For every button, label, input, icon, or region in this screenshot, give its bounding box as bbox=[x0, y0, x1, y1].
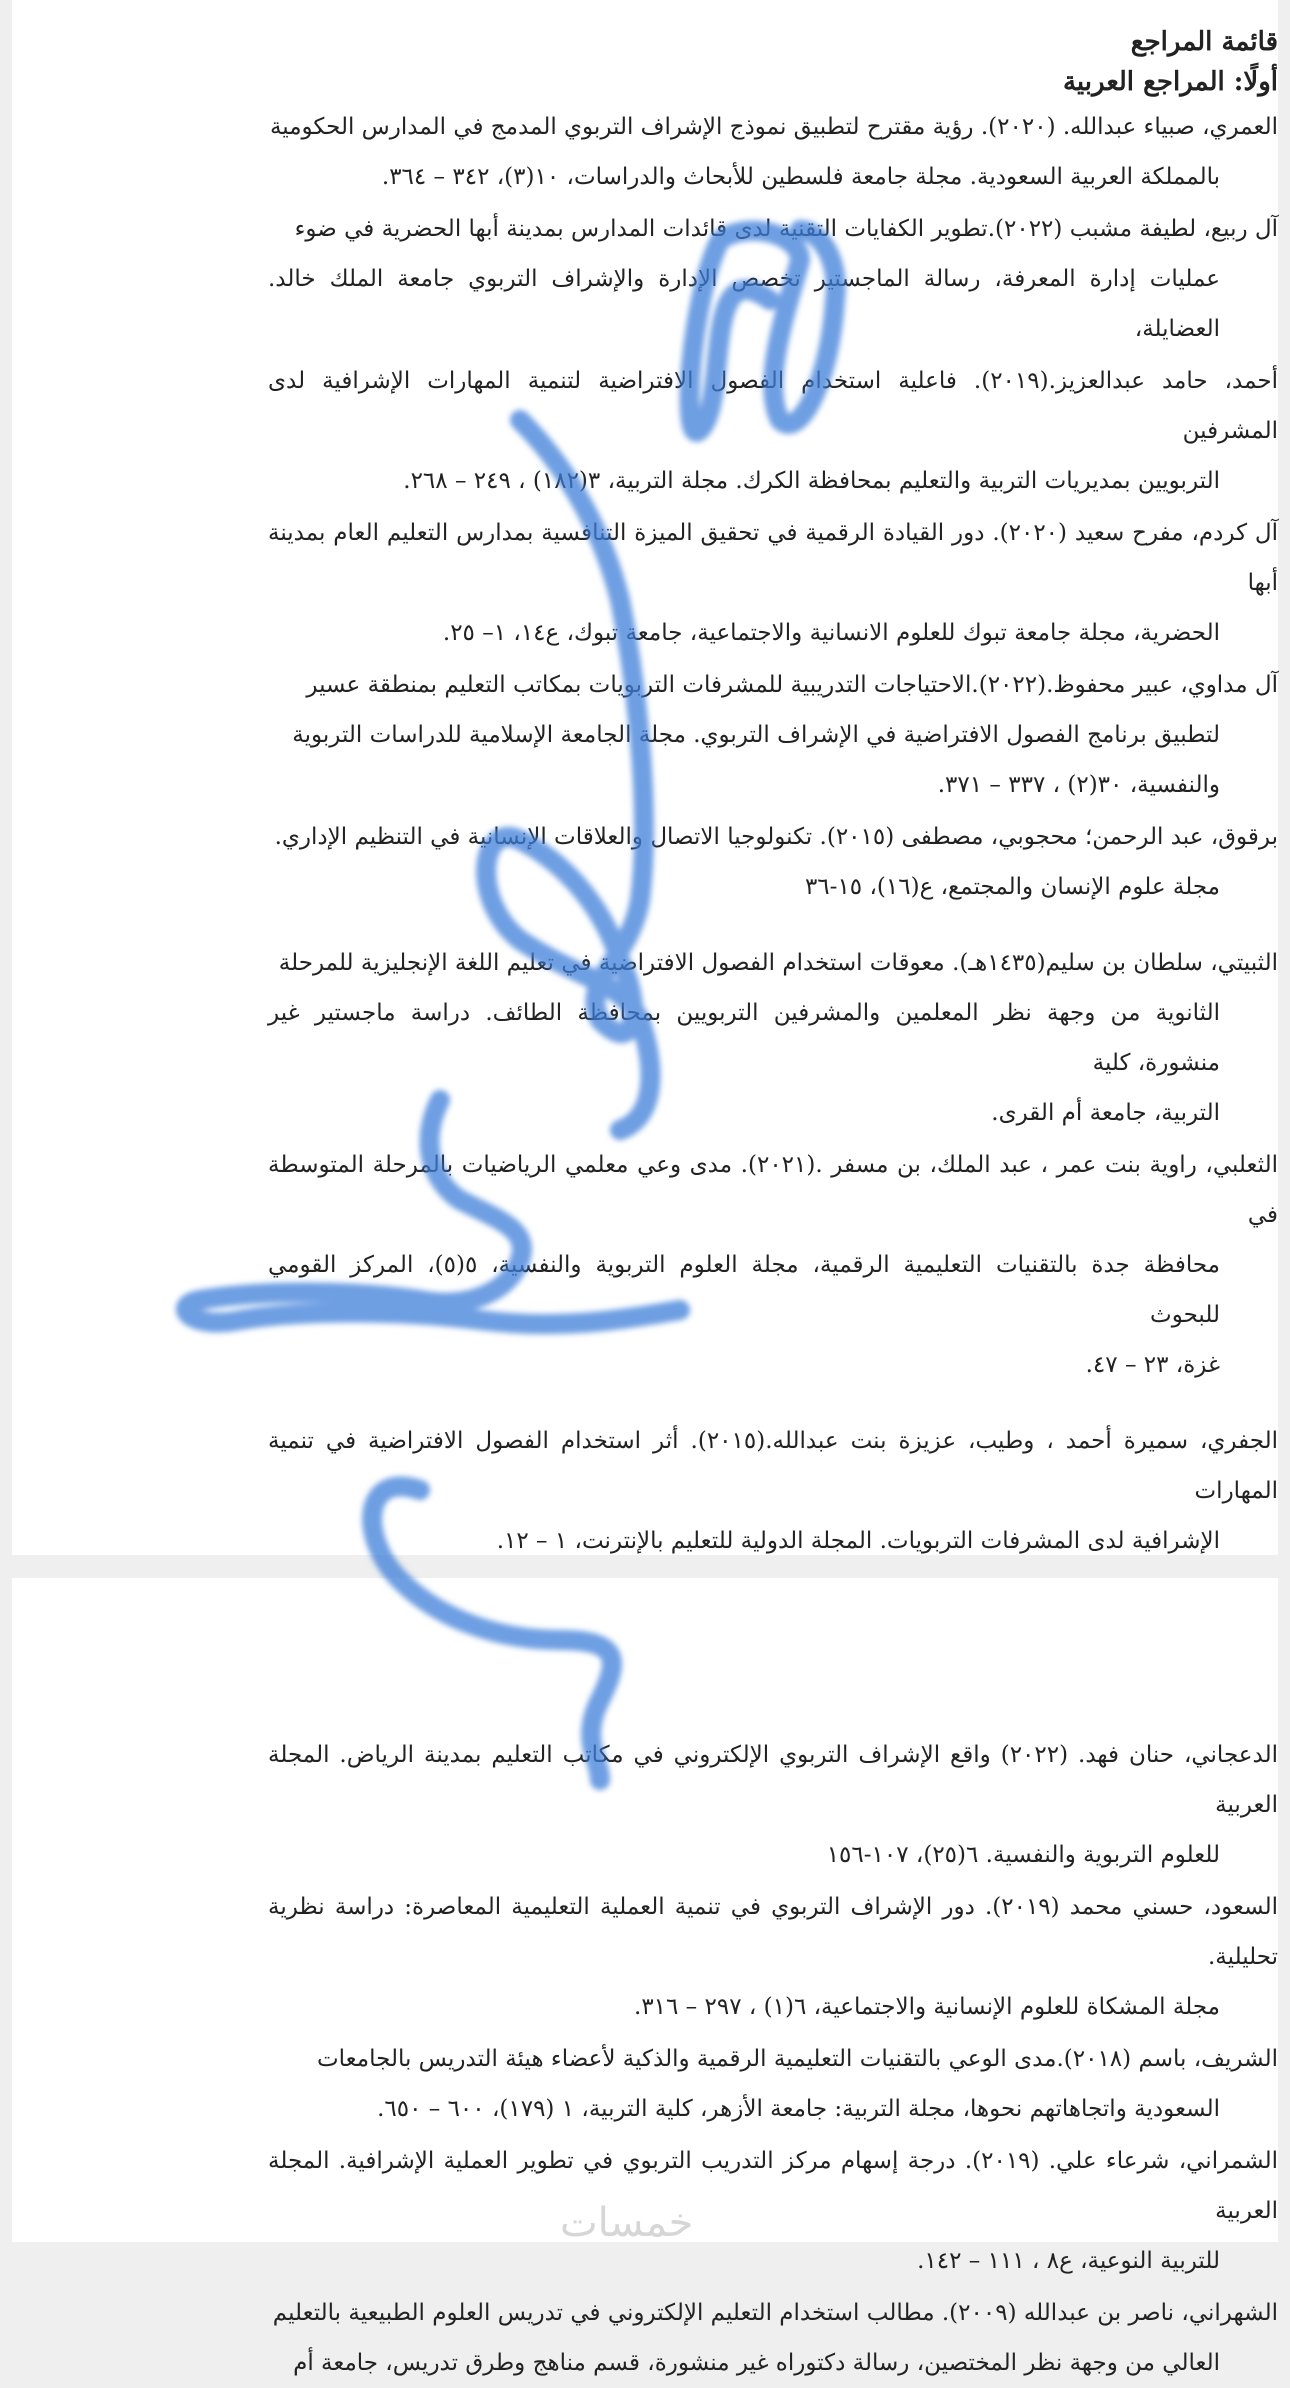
reference-entry bbox=[268, 204, 1278, 354]
reference-entry bbox=[268, 1730, 1278, 1880]
spacer bbox=[268, 1392, 1278, 1416]
spacer bbox=[268, 914, 1278, 938]
reference-line: آل ربيع، لطيفة مشبب (٢٠٢٢).تطوير الكفايات التقنية لدى قائدات المدارس بمدينة أبها الحضرية في ضوء bbox=[294, 216, 1278, 242]
document-page-1 bbox=[12, 0, 1278, 1555]
page-2-content bbox=[268, 1578, 1278, 2388]
reference-line: الثعلبي، راوية بنت عمر ، عبد الملك، بن مسفر .(٢٠٢١). مدى وعي معلمي الرياضيات بالمرحلة المتوسطة في bbox=[268, 1152, 1278, 1228]
watermark: خمسات bbox=[560, 2200, 694, 2246]
arabic-references-subtitle: أولًا: المراجع العربية bbox=[1062, 67, 1278, 97]
reference-entry bbox=[268, 938, 1278, 1138]
reference-continuation: السعودية واتجاهاتهم نحوها، مجلة التربية: جامعة الأزهر، كلية التربية، ١ (١٧٩)، ٦٠٠ – ٦٥٠. bbox=[377, 2096, 1220, 2122]
reference-entry bbox=[268, 2034, 1278, 2134]
reference-entry bbox=[268, 2288, 1278, 2388]
page-1-content bbox=[268, 0, 1278, 1722]
reference-entry bbox=[268, 812, 1278, 912]
reference-continuation: بالمملكة العربية السعودية. مجلة جامعة فلسطين للأبحاث والدراسات، ١٠(٣)، ٣٤٢ – ٣٦٤. bbox=[381, 164, 1220, 190]
reference-continuation: والنفسية، ٣٠(٢) ، ٣٣٧ – ٣٧١. bbox=[937, 772, 1220, 798]
reference-continuation: للتربية النوعية، ع٨ ، ١١١ – ١٤٢. bbox=[917, 2248, 1220, 2274]
reference-continuation: التربية، جامعة أم القرى. bbox=[991, 1100, 1220, 1126]
reference-continuation: الثانوية من وجهة نظر المعلمين والمشرفين التربويين بمحافظة الطائف. دراسة ماجستير غير منشورة، كلية bbox=[268, 1000, 1220, 1076]
reference-continuation: الحضرية، مجلة جامعة تبوك للعلوم الانسانية والاجتماعية، جامعة تبوك، ع١٤، ١– ٢٥. bbox=[442, 620, 1220, 646]
reference-line: الثبيتي، سلطان بن سليم(١٤٣٥هـ). معوقات استخدام الفصول الافتراضية في تعليم اللغة الإنجليزية للمرحلة bbox=[278, 950, 1278, 976]
reference-continuation: غزة، ٢٣ – ٤٧. bbox=[1085, 1352, 1220, 1378]
reference-line: الدعجاني، حنان فهد. (٢٠٢٢) واقع الإشراف التربوي الإلكتروني في مكاتب التعليم بمدينة الرياض. المجلة العربية bbox=[268, 1742, 1278, 1818]
references-title: قائمة المراجع bbox=[1130, 27, 1278, 57]
reference-line: الجفري، سميرة أحمد ، وطيب، عزيزة بنت عبدالله.(٢٠١٥). أثر استخدام الفصول الافتراضية في تنمية المهارات bbox=[268, 1428, 1278, 1504]
reference-entry bbox=[268, 1416, 1278, 1566]
reference-continuation: مجلة علوم الإنسان والمجتمع، ع(١٦)، ١٥-٣٦ bbox=[804, 874, 1220, 900]
reference-entry bbox=[268, 508, 1278, 658]
reference-entry bbox=[268, 2136, 1278, 2286]
reference-entry bbox=[268, 102, 1278, 202]
reference-continuation: لتطبيق برنامج الفصول الافتراضية في الإشراف التربوي. مجلة الجامعة الإسلامية للدراسات التربوية bbox=[292, 722, 1220, 748]
reference-line: العمري، صبياء عبدالله. (٢٠٢٠). رؤية مقترح لتطبيق نموذج الإشراف التربوي المدمج في المدارس الحكومية bbox=[269, 114, 1278, 140]
reference-entry bbox=[268, 356, 1278, 506]
reference-continuation: محافظة جدة بالتقنيات التعليمية الرقمية، مجلة العلوم التربوية والنفسية، ٥(٥)، المركز القومي للبحوث bbox=[268, 1252, 1221, 1328]
reference-line: الشهراني، ناصر بن عبدالله (٢٠٠٩). مطالب استخدام التعليم الإلكتروني في تدريس العلوم الطبيعية بالتعليم bbox=[272, 2300, 1278, 2326]
reference-entry bbox=[268, 660, 1278, 810]
reference-continuation: التربويين بمديريات التربية والتعليم بمحافظة الكرك. مجلة التربية، ٣(١٨٢) ، ٢٤٩ – ٢٦٨. bbox=[403, 468, 1220, 494]
reference-continuation: الإشرافية لدى المشرفات التربويات. المجلة الدولية للتعليم بالإنترنت، ١ – ١٢. bbox=[496, 1528, 1220, 1554]
reference-entry bbox=[268, 1882, 1278, 2032]
reference-line: السعود، حسني محمد (٢٠١٩). دور الإشراف التربوي في تنمية العملية التعليمية المعاصرة: دراسة نظرية تحليلية. bbox=[268, 1894, 1278, 1970]
reference-continuation: مجلة المشكاة للعلوم الإنسانية والاجتماعية، ٦(١) ، ٢٩٧ – ٣١٦. bbox=[634, 1994, 1220, 2020]
reference-continuation: العالي من وجهة نظر المختصين، رسالة دكتوراه غير منشورة، قسم مناهج وطرق تدريس، جامعة أم bbox=[293, 2350, 1220, 2376]
reference-continuation: للعلوم التربوية والنفسية. ٦(٢٥)، ١٠٧-١٥٦ bbox=[826, 1842, 1220, 1868]
reference-line: الشريف، باسم (٢٠١٨).مدى الوعي بالتقنيات التعليمية الرقمية والذكية لأعضاء هيئة التدريس بالجامعات bbox=[317, 2046, 1278, 2072]
reference-line: برقوق، عبد الرحمن؛ محجوبي، مصطفى (٢٠١٥). تكنولوجيا الاتصال والعلاقات الإنسانية في التنظيم الإداري. bbox=[274, 824, 1278, 850]
document-page-2 bbox=[12, 1578, 1278, 2376]
reference-continuation: عمليات إدارة المعرفة، رسالة الماجستير تخصص الإدارة والإشراف التربوي جامعة الملك خالد. العضايلة، bbox=[268, 266, 1220, 342]
reference-line: آل كردم، مفرح سعيد (٢٠٢٠). دور القيادة الرقمية في تحقيق الميزة التنافسية بمدارس التعليم العام بمدينة أبها bbox=[268, 520, 1278, 596]
reference-line: آل مداوي، عبير محفوظ.(٢٠٢٢).الاحتياجات التدريبية للمشرفات التربويات بمكاتب التعليم بمنطقة عسير bbox=[306, 672, 1278, 698]
reference-entry bbox=[268, 1140, 1278, 1390]
reference-line: الشمراني، شرعاء علي. (٢٠١٩). درجة إسهام مركز التدريب التربوي في تطوير العملية الإشرافية. المجلة العربية bbox=[268, 2148, 1278, 2224]
reference-line: أحمد، حامد عبدالعزيز.(٢٠١٩). فاعلية استخدام الفصول الافتراضية لتنمية المهارات الإشرافية لدى المشرفين bbox=[268, 368, 1278, 444]
